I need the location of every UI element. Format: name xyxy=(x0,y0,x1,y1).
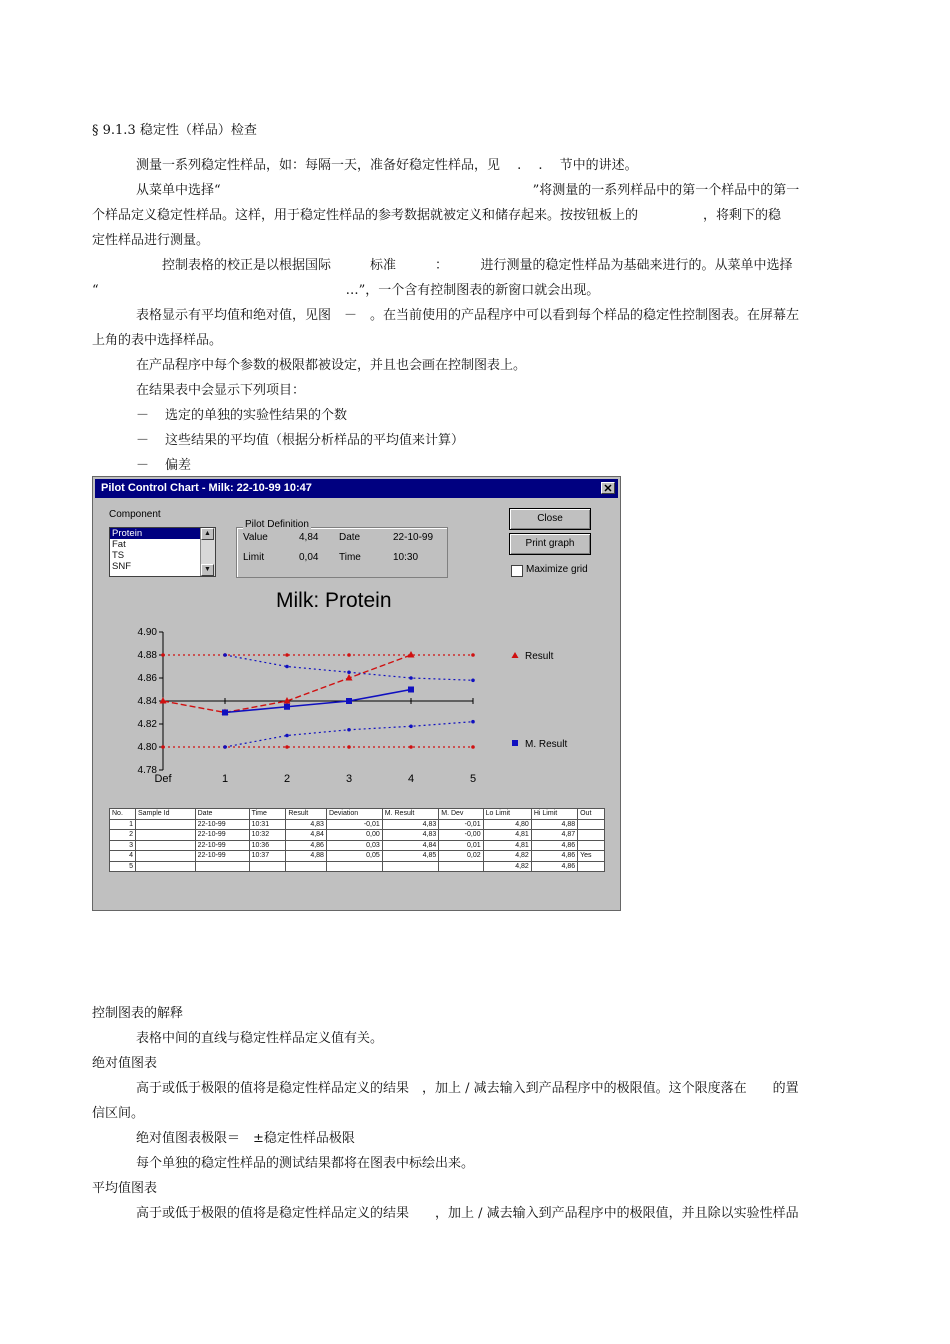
control-chart xyxy=(93,617,620,802)
pilot-limit: 0,04 xyxy=(299,552,319,563)
component-listbox[interactable] xyxy=(109,527,216,577)
maximize-grid-label: Maximize grid xyxy=(526,564,588,575)
section-heading: § 9.1.3 稳定性（样品）检查 xyxy=(92,123,257,138)
table-cell: 4,86 xyxy=(286,840,327,851)
paragraph-line: 在结果表中会显示下列项目： xyxy=(136,383,306,398)
paragraph-line: 测量一系列稳定性样品，如：每隔一天，准备好稳定性样品，见 . . 节中的讲述。 xyxy=(136,158,638,173)
paragraph-line: “ …”，一个含有控制图表的新窗口就会出现。 xyxy=(92,283,600,298)
list-item[interactable]: TS xyxy=(112,550,125,561)
table-cell xyxy=(578,861,605,872)
table-cell: 10:31 xyxy=(249,819,286,830)
table-cell: Yes xyxy=(578,851,605,862)
table-cell xyxy=(135,851,195,862)
column-header: Lo Limit xyxy=(483,809,531,820)
legend-result-label: Result xyxy=(525,651,554,662)
list-item[interactable]: Protein xyxy=(110,528,201,539)
table-cell xyxy=(578,819,605,830)
column-header: Result xyxy=(286,809,327,820)
result-limit-marker xyxy=(471,653,475,657)
paragraph-line: 高于或低于极限的值将是稳定性样品定义的结果 ，加上 / 减去输入到产品程序中的极限值，并且除以实验性样品 xyxy=(136,1206,799,1221)
print-graph-button[interactable]: Print graph xyxy=(509,533,591,555)
listbox-scrollbar[interactable] xyxy=(200,528,215,576)
m-result-limit-marker xyxy=(285,665,289,669)
table-cell: 4,86 xyxy=(531,840,577,851)
table-cell: 4,84 xyxy=(382,840,438,851)
table-cell: 4,83 xyxy=(382,819,438,830)
table-row[interactable] xyxy=(110,830,605,841)
paragraph-line: 控制图表的解释 xyxy=(92,1006,184,1021)
column-header: M. Result xyxy=(382,809,438,820)
table-cell: 4,87 xyxy=(531,830,577,841)
table-row[interactable] xyxy=(110,851,605,862)
table-cell xyxy=(135,840,195,851)
paragraph-line: 在产品程序中每个参数的极限都被设定，并且也会画在控制图表上。 xyxy=(136,358,527,373)
result-limit-marker xyxy=(285,745,289,749)
pilot-definition-label: Pilot Definition xyxy=(245,519,309,530)
paragraph-line: 上角的表中选择样品。 xyxy=(92,333,223,348)
result-limit-marker xyxy=(471,745,475,749)
table-cell: 4 xyxy=(110,851,136,862)
m-result-limit-marker xyxy=(409,676,413,680)
table-cell: 4,88 xyxy=(531,819,577,830)
result-limit-marker xyxy=(347,745,351,749)
m-result-limit-marker xyxy=(471,679,475,683)
pilot-time: 10:30 xyxy=(393,552,419,563)
table-cell: 1 xyxy=(110,819,136,830)
close-button[interactable]: Close xyxy=(509,508,591,530)
table-header-row xyxy=(110,809,605,820)
x-tick-label: 1 xyxy=(221,773,229,785)
x-tick-label: Def xyxy=(154,773,172,785)
m-result-limit-marker xyxy=(471,720,475,724)
table-cell: -0,01 xyxy=(439,819,483,830)
result-point xyxy=(408,651,415,658)
table-cell: 4,88 xyxy=(286,851,327,862)
paragraph-line: 高于或低于极限的值将是稳定性样品定义的结果 ，加上 / 减去输入到产品程序中的极限值。这个限度落在 的置 xyxy=(136,1081,799,1096)
legend-m-result-marker xyxy=(512,740,518,746)
paragraph-line: 表格显示有平均值和绝对值，见图 － 。在当前使用的产品程序中可以看到每个样品的稳定性控制图表。在屏幕左 xyxy=(136,308,800,323)
table-cell: 4,83 xyxy=(382,830,438,841)
table-cell: 4,82 xyxy=(483,851,531,862)
table-cell xyxy=(249,861,286,872)
bullet-dash: － xyxy=(136,408,150,423)
table-cell: 0,01 xyxy=(439,840,483,851)
pilot-date: 22-10-99 xyxy=(393,532,434,543)
x-tick-label: 3 xyxy=(345,773,353,785)
paragraph-line: 定性样品进行测量。 xyxy=(92,233,210,248)
table-cell: 4,84 xyxy=(286,830,327,841)
paragraph-line: 信区间。 xyxy=(92,1106,145,1121)
table-cell: 22-10-99 xyxy=(195,851,249,862)
table-cell: -0,00 xyxy=(439,830,483,841)
column-header: Date xyxy=(195,809,249,820)
y-tick-label: 4.80 xyxy=(137,742,157,753)
table-cell: 10:37 xyxy=(249,851,286,862)
result-limit-marker xyxy=(161,653,165,657)
table-cell: 0,05 xyxy=(326,851,382,862)
paragraph-line: 平均值图表 xyxy=(92,1181,158,1196)
table-cell: 0,03 xyxy=(326,840,382,851)
window-title: Pilot Control Chart - Milk: 22-10-99 10:47 xyxy=(101,482,312,494)
table-cell xyxy=(195,861,249,872)
bullet-dash: － xyxy=(136,458,150,473)
table-row[interactable] xyxy=(110,819,605,830)
pilot-value-label: Value xyxy=(243,532,268,543)
table-cell xyxy=(578,840,605,851)
m-result-point xyxy=(222,710,228,716)
table-cell xyxy=(439,861,483,872)
bullet-text: 偏差 xyxy=(165,458,192,473)
bullet-text: 这些结果的平均值（根据分析样品的平均值来计算） xyxy=(165,433,465,448)
column-header: Sample Id xyxy=(135,809,195,820)
table-cell: 22-10-99 xyxy=(195,830,249,841)
table-row[interactable] xyxy=(110,840,605,851)
column-header: Time xyxy=(249,809,286,820)
m-result-limit-marker xyxy=(347,728,351,732)
table-cell: 22-10-99 xyxy=(195,840,249,851)
pilot-time-label: Time xyxy=(339,552,361,563)
table-cell: 22-10-99 xyxy=(195,819,249,830)
paragraph-line: 绝对值图表 xyxy=(92,1056,158,1071)
table-cell: -0,01 xyxy=(326,819,382,830)
pilot-value: 4,84 xyxy=(299,532,319,543)
y-tick-label: 4.88 xyxy=(137,650,157,661)
result-limit-marker xyxy=(161,745,165,749)
scroll-up-icon[interactable]: ▲ xyxy=(201,528,214,540)
y-tick-label: 4.84 xyxy=(137,696,157,707)
table-cell xyxy=(135,819,195,830)
table-cell: 4,83 xyxy=(286,819,327,830)
component-label: Component xyxy=(109,509,161,520)
table-cell: 4,85 xyxy=(382,851,438,862)
table-cell: 10:36 xyxy=(249,840,286,851)
result-limit-marker xyxy=(409,745,413,749)
table-cell xyxy=(578,830,605,841)
m-result-point xyxy=(284,704,290,710)
table-cell: 0,02 xyxy=(439,851,483,862)
results-table xyxy=(109,808,605,872)
table-row[interactable] xyxy=(110,861,605,872)
paragraph-line: 从菜单中选择“ ”将测量的一系列样品中的第一个样品中的第一 xyxy=(136,183,800,198)
table-cell: 3 xyxy=(110,840,136,851)
result-limit-marker xyxy=(285,653,289,657)
y-tick-label: 4.78 xyxy=(137,765,157,776)
m-result-limit-marker xyxy=(409,725,413,729)
column-header: Deviation xyxy=(326,809,382,820)
table-cell xyxy=(382,861,438,872)
m-result-limit-line xyxy=(225,722,473,747)
x-tick-label: 4 xyxy=(407,773,415,785)
legend-result-marker xyxy=(512,652,519,658)
scroll-down-icon[interactable]: ▼ xyxy=(201,564,214,576)
x-tick-label: 5 xyxy=(469,773,477,785)
table-cell xyxy=(135,861,195,872)
column-header: M. Dev xyxy=(439,809,483,820)
result-point xyxy=(160,697,167,704)
paragraph-line: 控制表格的校正是以根据国际 标准 ： 进行测量的稳定性样品为基础来进行的。从菜单中选择 xyxy=(136,258,793,273)
y-tick-label: 4.82 xyxy=(137,719,157,730)
table-cell: 4,81 xyxy=(483,830,531,841)
table-cell: 5 xyxy=(110,861,136,872)
table-cell: 4,86 xyxy=(531,861,577,872)
bullet-dash: － xyxy=(136,433,150,448)
table-cell: 4,80 xyxy=(483,819,531,830)
list-item[interactable]: SNF xyxy=(112,561,131,572)
table-cell: 4,81 xyxy=(483,840,531,851)
m-result-limit-marker xyxy=(347,670,351,674)
table-cell: 4,82 xyxy=(483,861,531,872)
title-bar xyxy=(95,479,618,498)
paragraph-line: 每个单独的稳定性样品的测试结果都将在图表中标绘出来。 xyxy=(136,1156,475,1171)
column-header: No. xyxy=(110,809,136,820)
m-result-limit-marker xyxy=(285,734,289,738)
result-limit-marker xyxy=(347,653,351,657)
column-header: Hi Limit xyxy=(531,809,577,820)
m-result-point xyxy=(408,687,414,693)
y-tick-label: 4.90 xyxy=(137,627,157,638)
table-cell: 0,00 xyxy=(326,830,382,841)
table-cell: 2 xyxy=(110,830,136,841)
paragraph-line: 表格中间的直线与稳定性样品定义值有关。 xyxy=(136,1031,384,1046)
list-item[interactable]: Fat xyxy=(112,539,126,550)
table-cell xyxy=(135,830,195,841)
maximize-grid-checkbox[interactable] xyxy=(511,565,523,577)
x-tick-label: 2 xyxy=(283,773,291,785)
bullet-text: 选定的单独的实验性结果的个数 xyxy=(165,408,348,423)
table-cell xyxy=(326,861,382,872)
table-cell xyxy=(286,861,327,872)
paragraph-line: 个样品定义稳定性样品。这样，用于稳定性样品的参考数据就被定义和储存起来。按按钮板上的 ，将剩下的稳 xyxy=(92,208,782,223)
paragraph-line: 绝对值图表极限＝ ±稳定性样品极限 xyxy=(136,1131,355,1146)
y-tick-label: 4.86 xyxy=(137,673,157,684)
pilot-limit-label: Limit xyxy=(243,552,265,563)
close-icon[interactable]: ✕ xyxy=(601,482,615,494)
table-cell: 10:32 xyxy=(249,830,286,841)
pilot-control-chart-window xyxy=(92,476,621,911)
m-result-point xyxy=(346,698,352,704)
m-result-limit-marker xyxy=(223,653,227,657)
m-result-limit-marker xyxy=(223,745,227,749)
column-header: Out xyxy=(578,809,605,820)
chart-title: Milk: Protein xyxy=(276,589,392,612)
table-cell: 4,86 xyxy=(531,851,577,862)
pilot-date-label: Date xyxy=(339,532,361,543)
legend-m-result-label: M. Result xyxy=(525,739,568,750)
